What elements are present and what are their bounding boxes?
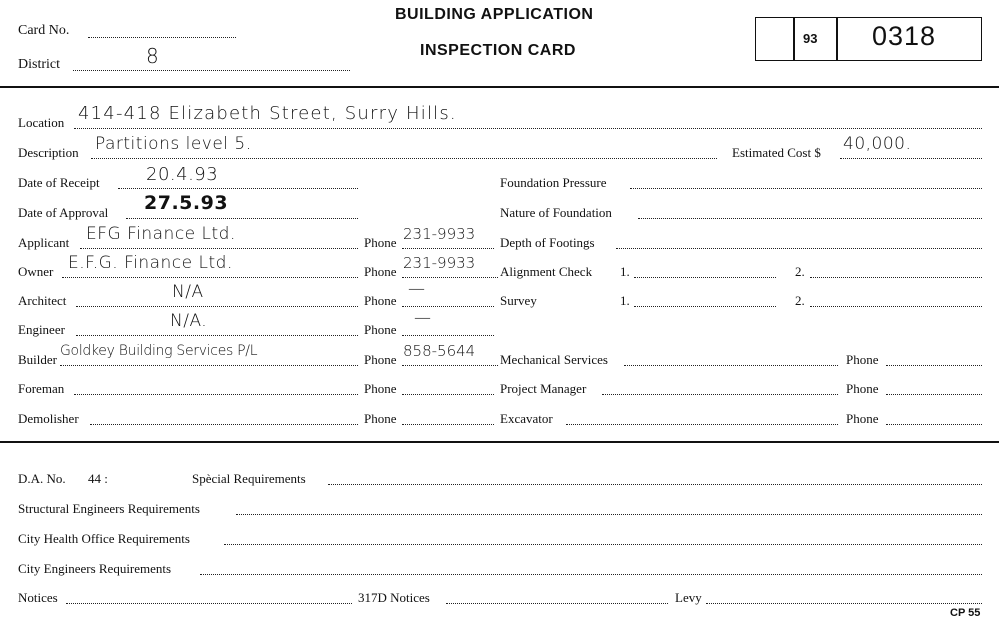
district-field[interactable]: [73, 70, 350, 71]
da-no-value: 44 :: [88, 471, 108, 486]
estimated-cost-value: 40,000.: [843, 134, 912, 154]
survey-2-label: 2.: [795, 293, 805, 308]
date-of-approval-label: Date of Approval: [18, 205, 109, 220]
mechanical-services-phone-label: Phone: [846, 352, 879, 367]
structural-requirements-label: Structural Engineers Requirements: [18, 501, 200, 516]
card-year: 93: [803, 31, 818, 46]
owner-phone-field[interactable]: [402, 277, 498, 278]
builder-field[interactable]: [60, 365, 358, 366]
architect-label: Architect: [18, 293, 67, 308]
city-engineers-requirements-label: City Engineers Requirements: [18, 561, 172, 576]
owner-value: E.F.G. Finance Ltd.: [68, 253, 233, 273]
district-value: 8: [146, 44, 160, 68]
excavator-field[interactable]: [566, 424, 838, 425]
excavator-phone-field[interactable]: [886, 424, 982, 425]
notices-label: Notices: [18, 590, 58, 605]
applicant-field[interactable]: [80, 248, 358, 249]
city-engineers-requirements-field[interactable]: [200, 574, 982, 575]
demolisher-phone-field[interactable]: [402, 424, 494, 425]
architect-phone-value: —: [408, 279, 426, 299]
foreman-phone-field[interactable]: [402, 394, 494, 395]
owner-label: Owner: [18, 264, 54, 279]
project-manager-phone-label: Phone: [846, 381, 879, 396]
location-label: Location: [18, 115, 65, 130]
description-field[interactable]: [91, 158, 717, 159]
engineer-field[interactable]: [76, 335, 358, 336]
survey-1-field[interactable]: [634, 306, 776, 307]
special-requirements-label: Spècial Requirements: [192, 471, 306, 486]
alignment-check-1-label: 1.: [620, 264, 630, 279]
alignment-check-2-field[interactable]: [810, 277, 982, 278]
box-divider: [836, 17, 838, 61]
depth-of-footings-label: Depth of Footings: [500, 235, 595, 250]
applicant-phone-value: 231-9933: [403, 225, 476, 243]
mechanical-services-phone-field[interactable]: [886, 365, 982, 366]
architect-field[interactable]: [76, 306, 358, 307]
da-no-label: D.A. No.: [18, 471, 66, 486]
builder-phone-field[interactable]: [402, 365, 498, 366]
engineer-phone-label: Phone: [364, 322, 397, 337]
foreman-label: Foreman: [18, 381, 65, 396]
applicant-label: Applicant: [18, 235, 70, 250]
foreman-field[interactable]: [74, 394, 358, 395]
demolisher-field[interactable]: [90, 424, 358, 425]
applicant-phone-label: Phone: [364, 235, 397, 250]
builder-phone-label: Phone: [364, 352, 397, 367]
applicant-phone-field[interactable]: [402, 248, 494, 249]
foundation-pressure-field[interactable]: [630, 188, 982, 189]
engineer-phone-field[interactable]: [402, 335, 494, 336]
excavator-label: Excavator: [500, 411, 553, 426]
district-label: District: [18, 57, 60, 72]
engineer-value: N/A.: [170, 311, 208, 331]
survey-1-label: 1.: [620, 293, 630, 308]
engineer-phone-value: —: [414, 308, 432, 328]
builder-phone-value: 858-5644: [403, 342, 476, 360]
depth-of-footings-field[interactable]: [616, 248, 982, 249]
section-divider-bottom: [0, 441, 999, 443]
survey-label: Survey: [500, 293, 537, 308]
date-of-receipt-label: Date of Receipt: [18, 175, 100, 190]
form-title-line1: BUILDING APPLICATION: [395, 6, 594, 23]
survey-2-field[interactable]: [810, 306, 982, 307]
alignment-check-2-label: 2.: [795, 264, 805, 279]
description-value: Partitions level 5.: [95, 134, 252, 154]
date-of-approval-field[interactable]: [126, 218, 358, 219]
project-manager-field[interactable]: [602, 394, 838, 395]
special-requirements-field[interactable]: [328, 484, 982, 485]
owner-phone-label: Phone: [364, 264, 397, 279]
structural-requirements-field[interactable]: [236, 514, 982, 515]
nature-of-foundation-label: Nature of Foundation: [500, 205, 612, 220]
section-divider-top: [0, 86, 999, 88]
form-code: CP 55: [950, 607, 981, 619]
builder-label: Builder: [18, 352, 57, 367]
notices-field[interactable]: [66, 603, 352, 604]
foundation-pressure-label: Foundation Pressure: [500, 175, 607, 190]
mechanical-services-field[interactable]: [624, 365, 838, 366]
levy-label: Levy: [675, 590, 702, 605]
demolisher-label: Demolisher: [18, 411, 79, 426]
health-requirements-label: City Health Office Requirements: [18, 531, 190, 546]
applicant-value: EFG Finance Ltd.: [86, 224, 236, 244]
engineer-label: Engineer: [18, 322, 65, 337]
owner-field[interactable]: [62, 277, 358, 278]
card-no-field[interactable]: [88, 37, 236, 38]
alignment-check-1-field[interactable]: [634, 277, 776, 278]
date-of-receipt-value: 20.4.93: [146, 164, 219, 185]
date-of-approval-value: 27.5.93: [144, 192, 229, 214]
estimated-cost-field[interactable]: [840, 158, 982, 159]
builder-value: Goldkey Building Services P/L: [60, 343, 258, 359]
form-title-line2: INSPECTION CARD: [420, 42, 576, 59]
notices-317d-field[interactable]: [446, 603, 668, 604]
foreman-phone-label: Phone: [364, 381, 397, 396]
date-of-receipt-field[interactable]: [118, 188, 358, 189]
health-requirements-field[interactable]: [224, 544, 982, 545]
alignment-check-label: Alignment Check: [500, 264, 593, 279]
description-label: Description: [18, 145, 79, 160]
nature-of-foundation-field[interactable]: [638, 218, 982, 219]
card-number-box: [755, 17, 982, 61]
project-manager-label: Project Manager: [500, 381, 587, 396]
card-no-label: Card No.: [18, 23, 70, 38]
architect-value: N/A: [172, 282, 204, 302]
project-manager-phone-field[interactable]: [886, 394, 982, 395]
location-field[interactable]: [74, 128, 982, 129]
excavator-phone-label: Phone: [846, 411, 879, 426]
location-value: 414-418 Elizabeth Street, Surry Hills.: [78, 103, 457, 124]
notices-317d-label: 317D Notices: [358, 590, 430, 605]
architect-phone-field[interactable]: [402, 306, 494, 307]
estimated-cost-label: Estimated Cost $: [732, 145, 821, 160]
mechanical-services-label: Mechanical Services: [500, 352, 608, 367]
levy-field[interactable]: [706, 603, 982, 604]
demolisher-phone-label: Phone: [364, 411, 397, 426]
card-number: 0318: [872, 21, 937, 51]
owner-phone-value: 231-9933: [403, 254, 476, 272]
architect-phone-label: Phone: [364, 293, 397, 308]
box-divider: [793, 17, 795, 61]
